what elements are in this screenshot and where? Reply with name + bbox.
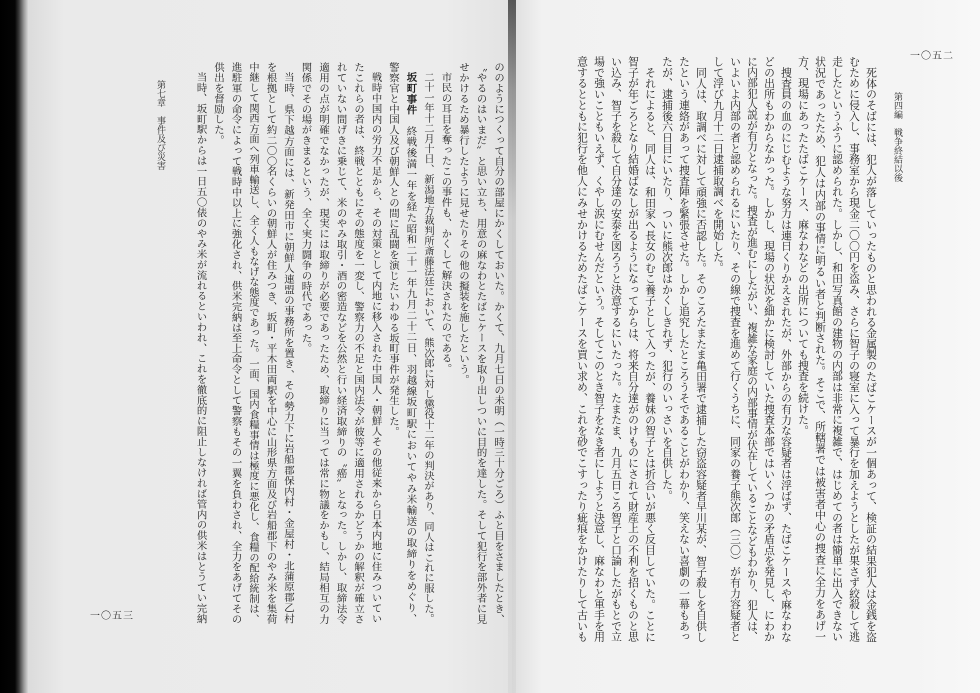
- text-column: それによると、同人は、和田家へ長女のむこ養子として入ったが、養妹の智子とは折合いが悪く反目していた。ことに: [644, 66, 657, 642]
- text-column: 意するとともに犯行を他人にみせかけるためたばこケースを買い求め、これを砂でこすったり疵痕をかけたりして古いも: [576, 56, 589, 642]
- text-column: 二十一年十二月十日、新潟地方裁判所斎藤法廷において、熊次郎に対し懲役十二年の判決があり、同人はこれに服した。: [422, 72, 433, 624]
- text-column: 適用の点が明確でなかったが、現実には取締りが必要であったため、取締りに当っては常に物議をかもし、結局相互の力: [317, 62, 329, 624]
- text-column: 状況であったため、犯人は内部の事情に明るい者と判断された。そこで、所轄署では被害者中心の捜査に全力をあげ一: [814, 56, 827, 642]
- text-column: 智子が年ごろとなり結婚ばなしが出るようになってからは、将来自分達がのけものにされて財産上の不利を招くものと思: [627, 56, 640, 642]
- text-column: 進駐軍の命令によって戦時中以上に強化され、供米完納は至上命令として警察もその一翼を負わされ、全力をあげてその: [229, 62, 242, 624]
- text-column: 警察官と中国人及び朝鮮人との間に乱闘を演じたいわゆる坂町事件が発生した。: [387, 62, 399, 437]
- text-column: 方、現場にあったたばこケース、麻なわなどの出所についても捜査を続けた。: [797, 56, 810, 436]
- left-page-text: [191, 62, 506, 624]
- section-heading: 坂町事件: [404, 72, 417, 116]
- text-column: 捜査員の血のにじむような努力は連日くりかえされたが、外部からの有力な容疑者は浮ばず、たばこケースや麻なわな: [780, 66, 793, 642]
- page-number: 一〇五三: [90, 611, 134, 622]
- text-column: 関係でその場がきまるという、全く実力闘争の時代であった。: [299, 62, 312, 354]
- text-column: 場で強いこともいえず、くやし涙にむせんだという。そしてこのとき智子をなき者にしようと決意し、麻なわと軍手を用: [593, 56, 606, 642]
- right-page-text: [574, 56, 880, 642]
- text-column: れていない間げきに乗じて、米のやみ取引・酒の密造などを公然と行い経済取締りの〝癌〟となった。しかし、取締法令: [334, 62, 347, 624]
- text-column: 同人は、取調べに対して頑強に否認した。そのころたまたま亀田署で逮捕した窃盗容疑者早川某が、智子殺しを自供し: [695, 66, 708, 642]
- text-column: せかけるため暴行したように見せたりその他の擬装を施したという。: [457, 62, 469, 385]
- text-column: むために侵入し、事務室から現金二〇〇円を盗み、さらに智子の寝室に入って暴行を加えようとしたが果さず絞殺して逃: [848, 56, 861, 642]
- gutter-shadow: [508, 0, 516, 693]
- text-column: ののようにつくって自分の部屋にかくしておいた。かくて、九月七日の未明（一時三十分ごろ）ふと目をさましたとき、: [492, 62, 504, 624]
- text-column: 当時、県下越方面には、新発田市に朝鮮人連盟の事務所を置き、その勢力下に岩船郡保内村・金屋村・北蒲原郡乙村: [282, 72, 294, 624]
- text-column: して浮び九月十二日逮捕取調べを開始した。: [712, 56, 725, 273]
- scan-binding-edge: [0, 0, 28, 693]
- text-column: 当時、坂町駅からは一日五〇俵のやみ米が流れるといわれ、これを徹底的に阻止しなければ管内の供米はとうてい完納: [194, 72, 207, 624]
- text-column: たという連絡があって捜査陣を緊張させた。しかし追究したところうそであることがわかり、笑えない喜劇の一幕もあっ: [678, 56, 691, 642]
- text-column: たが、逮捕後六日目にいたり、ついに熊次郎はかくしきれず、犯行のいっさいを自供した。: [661, 56, 674, 501]
- text-column: 〝やるのはいまだ〟と思い立ち、用意の麻なわとたばこケースを取り出しついに目的を達した。そして犯行を部外者に見: [474, 62, 487, 624]
- text-column: いよいよ内部の者と認められるにいたり、その線で捜査を進めて行くうちに、同家の養子熊次郎（三〇）が有力容疑者と: [729, 56, 742, 642]
- text-column: 中継して関西方面へ列車輸送し、全く人もなげな態度であった。一面、国内食糧事情は極度に悪化し、食糧の配給統制は、: [247, 62, 258, 624]
- text-column: い込み、智子を殺して自分達の安泰を図ろうと決意するにいたった。たまたま、九月五日ころ智子と口論したがもとで立: [610, 56, 623, 642]
- page-number: 一〇五二: [910, 51, 954, 62]
- text-run: 終戦後満一年を経た昭和二十一年九月二十二日、羽越線坂町駅においてやみ米輸送の取締りをめぐり、: [404, 126, 417, 624]
- text-column: を根拠として約二〇〇名くらいの朝鮮人が住みつき、坂町・平木田両駅を中心に山形県方面及び岩船郡下のやみ米を集荷: [264, 62, 277, 624]
- text-column: 供出を督励した。: [212, 62, 224, 146]
- text-column: たこれらの者は、終戦とともにその態度を一変し、警察力の不足と国内法令が彼等に適用されるかどうかの解釈が確立さ: [352, 62, 364, 624]
- text-column: [401, 62, 419, 624]
- text-column: 戦時中国内の労力不足から、その対策として内地に移入された中国人・朝鮮人その他従来から日本内地に住みついてい: [369, 72, 382, 624]
- text-column: 市民の耳目を奪ったこの事件も、かくして解決されたのである。: [439, 72, 452, 375]
- text-column: 走したというふうに認められた。しかし、和田写真館の建物の内部は非常に複雑で、はじめての者は簡単に出入できない: [831, 56, 844, 642]
- running-head: 第四編 戦争終結以後: [892, 92, 902, 182]
- text-column: に内部犯人説が有力となった。捜査が進むにしたがい、複雑な家庭の内部事情が伏在していることなどもわかり、犯人は、: [746, 56, 759, 642]
- text-column: 死体のそばには、犯人が落していったものと思われる金属製のたばこケースが一個あって、検証の結果犯人は金銭を盗: [865, 66, 878, 642]
- text-column: どの出所もわからなかった。しかし、現場の状況を細かに検討していた捜査本部ではいくつかの矛盾点を発見し、にわか: [763, 56, 776, 642]
- running-head: 第七章 事件及び災害: [155, 80, 165, 170]
